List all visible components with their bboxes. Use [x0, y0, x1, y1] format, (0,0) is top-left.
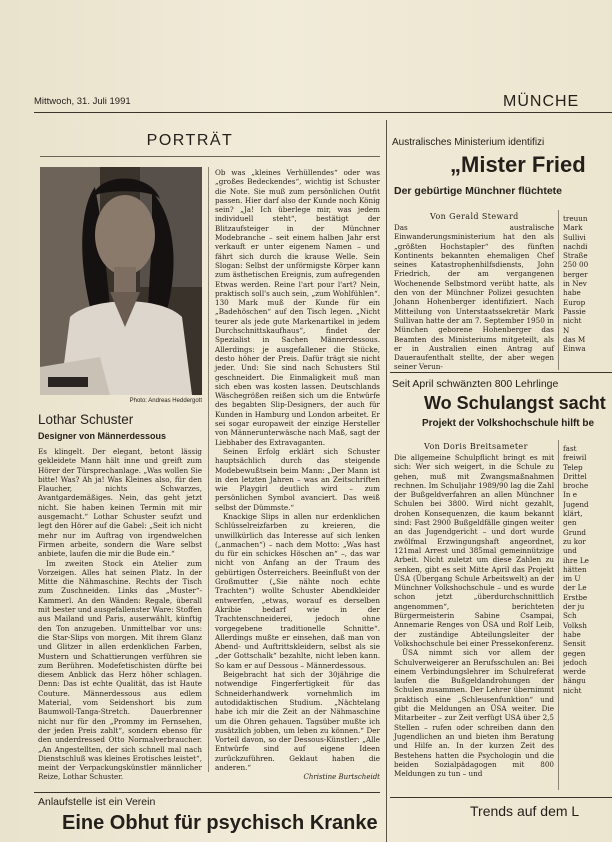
- header-rule: [34, 112, 612, 113]
- paragraph: Beigebracht hat sich der 30jährige die notwendige Fingerfertigkeit für das Schneiderhandwerk vornehmlich im autodidaktischen Studium. „Nächtelang habe ich mir die Zeit an der Nähmaschine um die Ohren gehauen. Tagsüber mußte ich zusätzlich jobben, um leben zu können.“ Der Vorteil davon, so der Dessous-Künstler: „Alle Entwürfe sind auf eigene Ideen zurückzuführen. Geklaut haben die anderen.“: [215, 670, 380, 772]
- text-fragment: 250 00: [563, 260, 589, 270]
- text-fragment: und: [563, 546, 577, 556]
- text-fragment: Volksh: [563, 620, 587, 630]
- text-fragment: werde: [563, 667, 586, 677]
- text-fragment: Jugend: [563, 499, 589, 509]
- subheadline: Projekt der Volkshochschule hilft be: [422, 418, 595, 429]
- portrait-photo: [40, 167, 202, 395]
- article1-fragment: [563, 214, 612, 353]
- text-fragment: zu kor: [563, 536, 586, 546]
- paragraph: Das australische Einwanderungsministerium hat den als „größten Hochstapler“ des fünften Kontinents bekannten ehemaligen Chef seines Katastrophenhilfsdiensts, John Friedrich, der am vergangenen Wochenende Selbstmord verübt hatte, als den von der Münchner Polizei gesuchten Johann Hohenberger identifiziert. Nach Mitteilung von Unterstaatssekretär Mark Sullivan hatte der am 7. September 1950 in München geborene Hohenberger das Beamten des Ministeriums mitgeteilt, als er in Australien einen Antrag auf Daueraufenthalt stellte, der aber wegen seiner Verun-: [394, 223, 554, 372]
- column-divider: [208, 167, 209, 772]
- text-fragment: das M: [563, 334, 586, 344]
- paragraph: Die allgemeine Schulpflicht bringt es mit sich: Wer sich weigert, in die Schule zu gehen, muß mit Zwangsmaßnahmen rechnen. Im Schuljahr 1989/90 lag die Zahl der Bußgeldverfahren an allen Münchner Schulen bei 3800. Wird nicht gezahlt, drohen Konsequenzen, die kaum bekannt sind: Fast 2900 Bußgeldfälle gingen weiter an das Jugendgericht – und dort wurde zwölfmal Erzwingungshaft angeordnet, 121mal Arrest und 385mal gemeinnützige Arbeit. Nicht zuletzt um diese Zahlen zu senken, gibt es seit Mitte April das Projekt ÜSA (Übergang Schule Arbeitswelt) an der Münchner Volkshochschule – und es wurde schon jetzt „überdurchschnittlich angenommen“, berichteten Bürgermeisterin Sabine Csampai, Annemarie Renges von ÜSA und Rolf Leib, der zuständige Abteilungsleiter der Volkshochschule bei einer Pressekonferenz.: [394, 453, 554, 648]
- text-fragment: habe: [563, 288, 581, 298]
- column-divider: [558, 440, 559, 790]
- section-divider: [386, 120, 387, 842]
- article1-body: [394, 223, 554, 372]
- text-fragment: jedoch: [563, 657, 588, 667]
- text-fragment: Sch: [563, 611, 577, 621]
- text-fragment: In e: [563, 490, 578, 500]
- text-fragment: Telep: [563, 462, 583, 472]
- paragraph: Es klingelt. Der elegant, betont lässig gekleidete Mann hält inne und greift zum Hörer der Türsprechanlage. „Was wollen Sie bitte! Was? Ah ja! Was Kleines also, für den Flaucher, nichts Schwarzes, Avantgardemäßiges. Nein, das geht jetzt nicht. Sie haben keinen Termin mit mir ausgemacht.“ Lothar Schuster seufzt und legt den Hörer auf die Gabel: „Seit ich nicht mehr nur im Auftrag von irgendwelchen Firmen arbeite, sondern die Ware selbst anbiete, laufen die mir die Bude ein.“: [38, 447, 202, 559]
- text-fragment: der ju: [563, 602, 585, 612]
- text-fragment: Sensit: [563, 639, 586, 649]
- paragraph: Seinen Erfolg erklärt sich Schuster hauptsächlich durch das steigende Modebewußtsein beim Mann: „Der Mann ist in den letzten Jahren – was an Zeitschriften wie Playgirl deutlich wird – zum persönlichen Symbol avanciert. Das weiß selbst der Dümmste.“: [215, 446, 380, 512]
- text-fragment: Europ: [563, 297, 586, 307]
- text-fragment: Passie: [563, 306, 586, 316]
- text-fragment: klärt,: [563, 509, 583, 519]
- kicker: Australisches Ministerium identifizi: [392, 137, 545, 148]
- text-fragment: hängu: [563, 676, 586, 686]
- text-fragment: im U: [563, 574, 581, 584]
- subheadline: Der gebürtige Münchner flüchtete: [394, 185, 563, 197]
- column-divider: [558, 210, 559, 370]
- article2-fragment: [563, 444, 612, 695]
- text-fragment: in Nev: [563, 279, 587, 289]
- portrait-name: Lothar Schuster: [38, 412, 134, 427]
- portrait-column-2: [215, 168, 380, 781]
- headline: Trends auf dem L: [470, 803, 580, 819]
- article2-body: [394, 453, 554, 778]
- text-fragment: gegen: [563, 648, 586, 658]
- text-fragment: gen: [563, 518, 577, 528]
- paragraph: Knackige Slips in allen nur erdenklichen Schlüsselreizfarben zu kreieren, die unwillkürlich das Interesse auf sich lenken („anmachen“) – nach dem Motto: „Was hast du für ein schickes Höschen an“ –, das war nicht von Anfang an der Traum des gebürtigen Österreichers. Beeinflußt von der Großmutter („Sie nähte noch echte Trachten“) wollte Schuster Abendkleider entwerfen, „etwas, worauf es derselben Akribie bedarf wie in der Trachtenschneiderei, jedoch ohne vorgegebene traditionelle Schnitte“. Allerdings mußte er einsehen, daß man von Abend- und Auftrittskleidern, selbst als sie „der Gottschalk“ bezahlte, nicht leben kann. So kam er auf Dessous – Männerdessous.: [215, 511, 380, 670]
- text-fragment: habe: [563, 629, 581, 639]
- text-fragment: Straße: [563, 251, 588, 261]
- headline: Wo Schulangst sacht: [424, 393, 606, 413]
- text-fragment: broche: [563, 481, 589, 491]
- text-fragment: Erstbe: [563, 592, 588, 602]
- paragraph: Ob was „kleines Verhüllendes“ oder was „großes Bedeckendes“, wichtig ist Schuster die Note. Sie muß zum persönlichen Outfit passen. Hier darf also der Kunde noch König sein? „Ja! Ich überlege mir, was jedem individuell steht“, bestätigt der Blitzaufsteiger in der Münchner Modebranche – seit einem halben Jahr erst verkauft er unter eigenem Namen – und fährt sich durch die krause Welle. Sein Slogan: Selbst der unförmigste Körper kann zum ästhetischen Ereignis, zum aufregenden Etwas werden. Reine l'art pour l'art? Nein, praktisch soll's auch sein, „zum Wohlfühlen“. 130 Mark muß der Kunde für ein „Badehöschen“ auf den Tisch legen. „Nicht teurer als jede gute Markenartikel in jedem Durchschnittskaufhaus“, findet der Spezialist in Sachen Männerdessous. Allerdings: je ausgefallener die Stücke, desto höher der Preis. Dafür trägt sie nicht jeder. Und: Sie sind nach Schusters Stil geschneidert. Die Einmaligkeit muß man sich eben was kosten lassen. Deutschlands Wäschegrößen reißen sich um die Entwürfe des begabten Slip-Designers, der auch für Kunden in Hamburg und London arbeitet. Er sei sogar europaweit der einzige Hersteller von Männerunterwäsche nach Maß, sagt der Liebhaber des Extravaganten.: [215, 168, 380, 447]
- bottom-rule: [34, 792, 380, 793]
- text-fragment: nachdi: [563, 241, 588, 251]
- section-city: MÜNCHE: [503, 93, 580, 110]
- headline: „Mister Fried: [450, 152, 586, 177]
- kicker: Seit April schwänzten 800 Lehrlinge: [392, 378, 559, 390]
- text-fragment: nicht: [563, 685, 582, 695]
- text-fragment: Einwa: [563, 344, 586, 354]
- issue-date: Mittwoch, 31. Juli 1991: [34, 96, 131, 107]
- text-fragment: berger: [563, 269, 588, 279]
- text-fragment: freiwil: [563, 453, 587, 463]
- paragraph: Im zweiten Stock ein Atelier zum Vorzeigen. Alles hat seinen Platz. In der Mitte die Nähmaschine. Rechts der Tisch zum Zuschneiden. Links das „Muster“-Kammerl. An den Wänden: Regale, überall mit bester und ausgefallenster Ware: Stoffen aus Mailand und Paris, auserwählt, künftig den Ton anzugeben. Unmittelbar vor uns: die Star-Slips von morgen. Mit ihrem Glanz und Glitzer in allen erdenklichen Farben, Mustern und Schattierungen verführen sie zum Berühren. Modefetischisten dürfte bei diesem Anblick das Herz höher schlagen. Denn: Das ist echte Qualität, das ist Haute Couture. Männerdessous aus edlem Material, vom Seidenshort bis zum Baumwoll-Tanga-Stretch. Dauerbrenner nicht nur für den „Prommy im Fernsehen, der jeden Preis zahlt“, sondern ebenso für den underdressed Otto Normalverbraucher. „An Angestellten, der sich schnell mal nach Dienstschluß was kleines Erotisches leistet“, meint der Verpackungskünstler männlicher Reize, Lothar Schuster.: [38, 558, 202, 782]
- text-fragment: fast: [563, 444, 577, 453]
- text-fragment: Grund: [563, 527, 587, 537]
- author-signature: Christine Burtscheidt: [303, 773, 380, 782]
- byline: Von Doris Breitsameter: [424, 442, 528, 451]
- portrait-column-1: [38, 447, 202, 782]
- portrait-subtitle: Designer von Männerdessous: [38, 431, 167, 441]
- text-fragment: hätten: [563, 564, 587, 574]
- paragraph: ÜSA nimmt sich vor allem der Schulverweigerer an Berufsschulen an: Bei einem Verbindungslehrer im Schulreferat laufen die Bußgeldandrohungen der Schulen zusammen. Der Lehrer übernimmt praktisch eine „Schleusenfunktion“ und gibt die Meldungen an ÜSA weiter. Die Mitarbeiter – zur Zeit verfügt USA über 2,5 Stellen – rufen oder schreiben dann den Jugendlichen an und bieten ihm Beratung und Hilfe an. In der kurzen Zeit des Bestehens hatten die Psychologin und die beiden Sozialpädagogen mit 800 Meldungen zu tun – und: [394, 648, 554, 779]
- byline: Von Gerald Steward: [430, 212, 519, 221]
- portrait-rule: [40, 156, 380, 157]
- photo-credit: Photo: Andreas Heddergott: [129, 398, 202, 404]
- text-fragment: treuun: [563, 214, 588, 223]
- headline: Eine Obhut für psychisch Kranke: [62, 812, 378, 834]
- text-fragment: Drittel: [563, 471, 587, 481]
- article-rule: [390, 372, 612, 373]
- text-fragment: nicht: [563, 316, 582, 326]
- text-fragment: der Le: [563, 583, 587, 593]
- text-fragment: ihre Le: [563, 555, 589, 565]
- section-title: PORTRÄT: [146, 132, 234, 149]
- text-fragment: Mark: [563, 223, 583, 233]
- kicker: Anlaufstelle ist ein Verein: [38, 796, 156, 808]
- text-fragment: N: [563, 325, 570, 335]
- text-fragment: Sullivi: [563, 232, 586, 242]
- bottom-rule: [390, 797, 612, 798]
- photo-portrait-icon: [40, 167, 202, 395]
